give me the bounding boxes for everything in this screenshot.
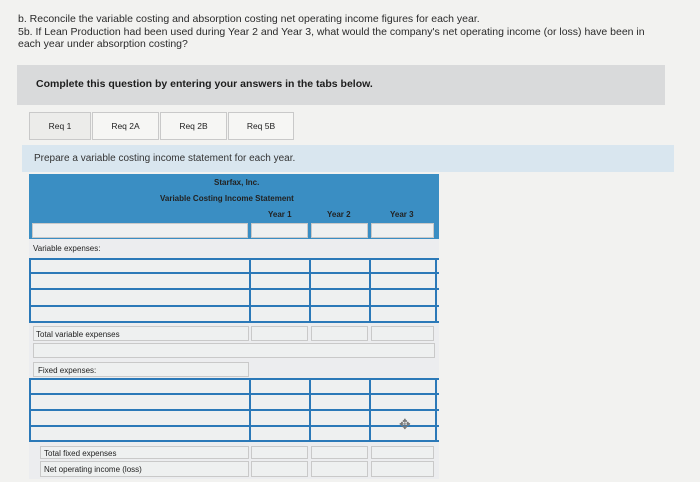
instruction-bar [22,145,674,172]
net-income-year2[interactable] [311,461,368,477]
row-label-input[interactable] [32,223,248,238]
label-net-operating-income: Net operating income (loss) [44,465,142,474]
tab-req-2b[interactable]: Req 2B [160,112,227,140]
year1-input[interactable] [251,223,308,238]
statement-title: Variable Costing Income Statement [160,194,294,203]
total-fixed-year2[interactable] [311,446,368,459]
variable-expense-rows [29,258,439,323]
tab-req-1[interactable]: Req 1 [29,112,91,140]
total-fixed-year1[interactable] [251,446,308,459]
total-variable-year3[interactable] [371,326,434,341]
banner-text: Complete this question by entering your answers in the tabs below. [36,78,373,90]
company-name: Starfax, Inc. [214,178,260,187]
total-variable-year2[interactable] [311,326,368,341]
question-line-1: b. Reconcile the variable costing and absorption costing net operating income figures for each year. [18,13,480,25]
label-fixed-expenses: Fixed expenses: [38,366,97,375]
tab-req-2a[interactable]: Req 2A [92,112,159,140]
label-variable-expenses: Variable expenses: [33,244,101,253]
label-total-fixed-expenses: Total fixed expenses [44,449,117,458]
instruction-text: Prepare a variable costing income statement for each year. [34,153,296,164]
column-year-1: Year 1 [268,210,292,219]
move-cursor-icon: ✥ [399,416,411,432]
tab-req-5b[interactable]: Req 5B [228,112,294,140]
net-income-year1[interactable] [251,461,308,477]
year3-input[interactable] [371,223,434,238]
total-fixed-year3[interactable] [371,446,434,459]
year2-input[interactable] [311,223,368,238]
tab-bar [29,112,295,140]
question-line-2: 5b. If Lean Production had been used during Year 2 and Year 3, what would the company's net operating income (or loss) have been in [18,25,645,38]
contribution-margin-row[interactable] [33,343,435,358]
instruction-banner [17,65,665,105]
total-variable-year1[interactable] [251,326,308,341]
question-text [18,13,688,51]
net-income-year3[interactable] [371,461,434,477]
question-line-3: each year under absorption costing? [18,38,188,50]
label-total-variable-expenses: Total variable expenses [36,330,120,339]
column-year-3: Year 3 [390,210,414,219]
column-year-2: Year 2 [327,210,351,219]
